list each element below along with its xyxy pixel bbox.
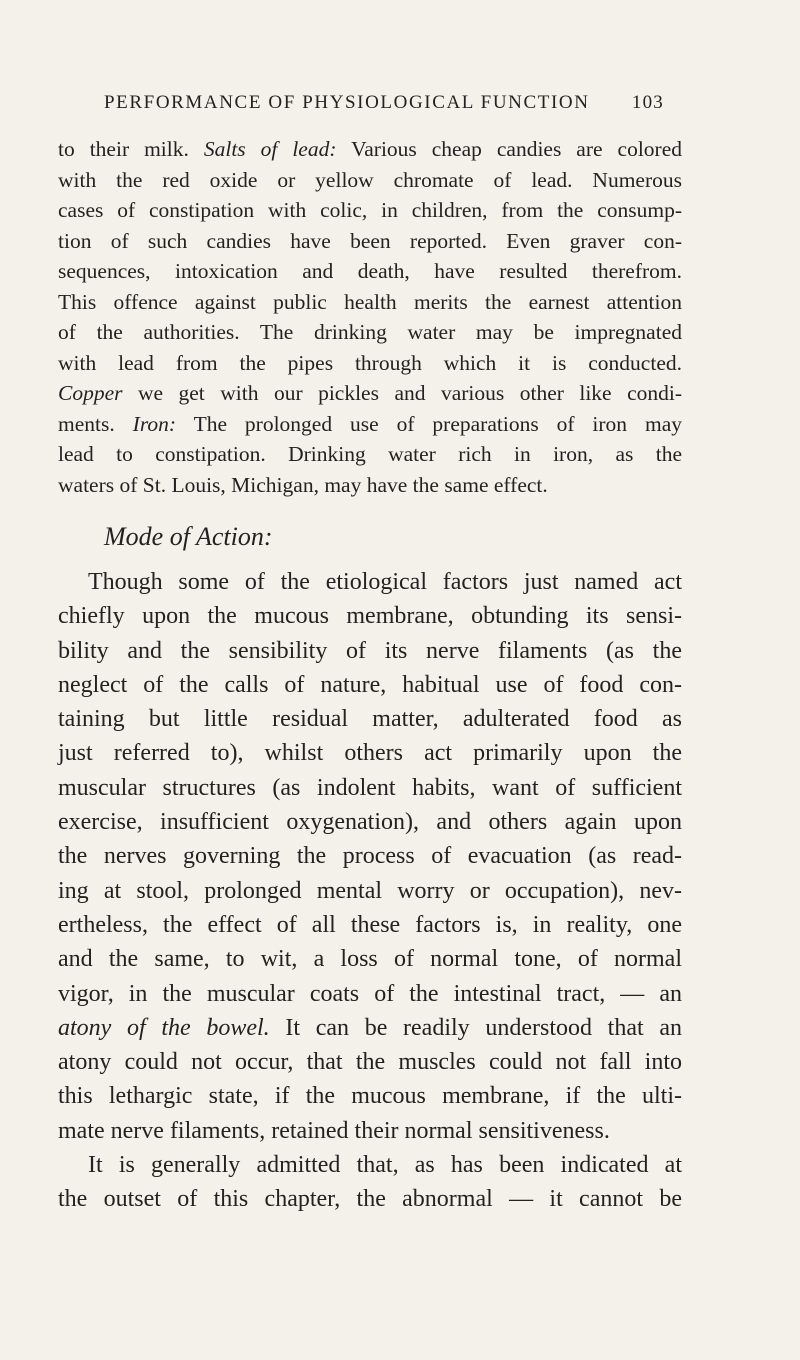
text-line: bility and the sensibility of its nerve filaments (as the — [58, 637, 682, 664]
text-line: to their milk. Salts of lead: Various cheap candies are colored — [58, 137, 682, 161]
text-line: atony of the bowel. It can be readily understood that an — [58, 1014, 682, 1041]
page-number: 103 — [631, 92, 664, 113]
page-header — [104, 92, 664, 114]
text-line: ertheless, the effect of all these factors is, in reality, one — [58, 911, 682, 938]
paragraph-mode-of-action — [58, 565, 682, 1217]
text-line: the outset of this chapter, the abnormal — it cannot be — [58, 1186, 682, 1213]
text-line: with the red oxide or yellow chromate of lead. Numerous — [58, 167, 682, 192]
text-line: with lead from the pipes through which it is conducted. — [58, 350, 682, 375]
text-line: This offence against public health merits the earnest attention — [58, 289, 682, 314]
text-line: just referred to), whilst others act primarily upon the — [58, 740, 682, 767]
text-line: vigor, in the muscular coats of the intestinal tract, — an — [58, 980, 682, 1007]
text-line: and the same, to wit, a loss of normal tone, of normal — [58, 946, 682, 973]
text-line: tion of such candies have been reported. Even graver con- — [58, 228, 682, 253]
text-line: neglect of the calls of nature, habitual use of food con- — [58, 671, 682, 698]
text-line: sequences, intoxication and death, have resulted therefrom. — [58, 259, 682, 283]
text-line: cases of constipation with colic, in children, from the consump- — [58, 198, 682, 222]
text-line: Copper we get with our pickles and various other like condi- — [58, 381, 682, 405]
text-line: taining but little residual matter, adulterated food as — [58, 706, 682, 733]
text-line: ments. Iron: The prolonged use of preparations of iron may — [58, 411, 682, 436]
text-line: of the authorities. The drinking water may be impregnated — [58, 320, 682, 344]
text-line: Though some of the etiological factors just named act — [88, 569, 682, 595]
paragraph-lead-salts — [58, 134, 682, 500]
text-line: waters of St. Louis, Michigan, may have the same effect. — [58, 472, 548, 497]
text-line: exercise, insufficient oxygenation), and others again upon — [58, 809, 682, 836]
text-line: muscular structures (as indolent habits, want of sufficient — [58, 774, 682, 801]
text-line: mate nerve filaments, retained their normal sensitiveness. — [58, 1117, 610, 1144]
text-line: ing at stool, prolonged mental worry or occupation), nev- — [58, 877, 682, 904]
text-line: chiefly upon the mucous membrane, obtunding its sensi- — [58, 603, 682, 630]
text-line: atony could not occur, that the muscles could not fall into — [58, 1049, 682, 1076]
text-line: It is generally admitted that, as has been indicated at — [88, 1152, 682, 1179]
text-line: the nerves governing the process of evacuation (as read- — [58, 843, 682, 870]
text-line: lead to constipation. Drinking water rich in iron, as the — [58, 442, 682, 466]
running-title: PERFORMANCE OF PHYSIOLOGICAL FUNCTION — [104, 92, 590, 113]
section-heading: Mode of Action: — [104, 522, 273, 551]
text-line: this lethargic state, if the mucous membrane, if the ulti- — [58, 1083, 682, 1110]
